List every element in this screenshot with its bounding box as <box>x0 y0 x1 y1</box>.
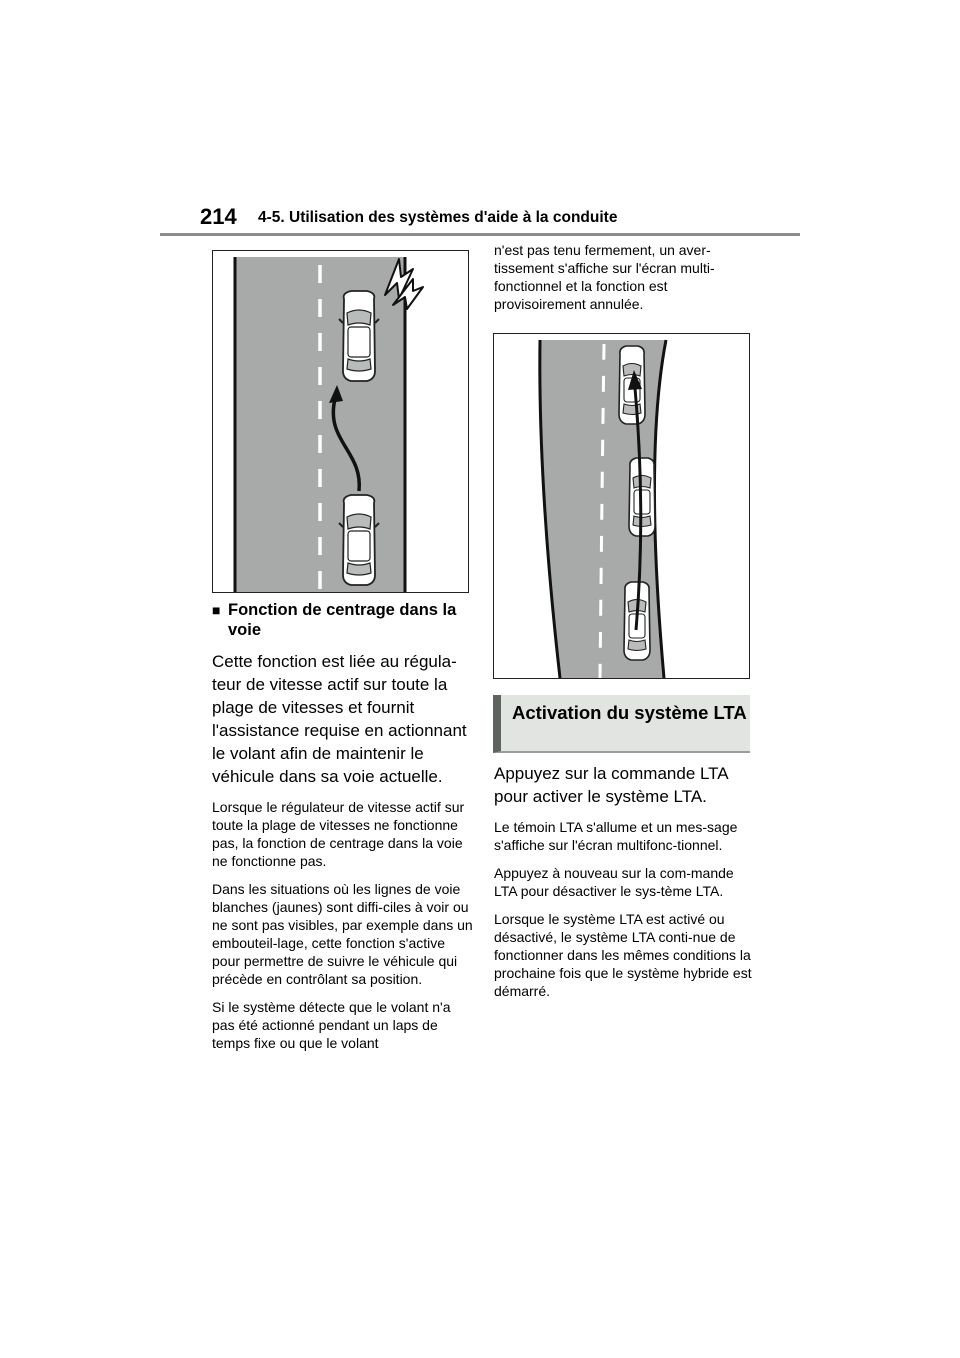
intro-paragraph: Cette fonction est liée au régula-teur de vitesse actif sur toute la plage de vitesses et fournit l'assistance requise en actionnant le volant afin de maintenir le véhicule dans sa voie actuelle. <box>212 652 467 786</box>
page-number: 214 <box>200 204 237 229</box>
subheading <box>212 600 474 640</box>
right-column-top <box>494 241 752 323</box>
note-1: Lorsque le régulateur de vitesse actif sur toute la plage de vitesses ne fonctionne pas, la fonction de centrage dans la voie ne fonctionne pas. <box>212 799 465 869</box>
lane-centering-figure <box>493 333 750 679</box>
subheading-marker: ■ <box>212 602 221 618</box>
lta-note-2: Appuyez à nouveau sur la com-mande LTA pour désactiver le sys-tème LTA. <box>494 865 734 899</box>
left-column <box>212 600 474 1062</box>
right-column-bottom <box>494 762 752 1010</box>
lta-note-3: Lorsque le système LTA est activé ou désactivé, le système LTA conti-nue de fonctionner dans les mêmes conditions la prochaine fois que le système hybride est démarré. <box>494 911 752 999</box>
continuation-paragraph: n'est pas tenu fermement, un aver-tissement s'affiche sur l'écran multi-fonctionnel et la fonction est provisoirement annulée. <box>494 242 715 312</box>
subheading-text: Fonction de centrage dans la voie <box>228 601 457 639</box>
lane-departure-figure <box>212 250 469 593</box>
header-rule <box>160 233 800 236</box>
note-2: Dans les situations où les lignes de voie blanches (jaunes) sont diffi-ciles à voir ou ne sont pas visibles, par exemple dans un embouteil-lage, cette fonction s'active pour permettre de suivre le véhicule qui précède en contrôlant sa position. <box>212 881 473 987</box>
instruction-paragraph: Appuyez sur la commande LTA pour activer le système LTA. <box>494 764 728 806</box>
car-top <box>339 291 379 381</box>
note-3: Si le système détecte que le volant n'a pas été actionné pendant un laps de temps fixe ou que le volant <box>212 999 451 1051</box>
lta-note-1: Le témoin LTA s'allume et un mes-sage s'affiche sur l'écran multifonc-tionnel. <box>494 819 738 853</box>
car-bottom <box>339 495 379 585</box>
section-title: 4-5. Utilisation des systèmes d'aide à la conduite <box>258 209 618 226</box>
section-box-heading: Activation du système LTA <box>493 695 750 753</box>
